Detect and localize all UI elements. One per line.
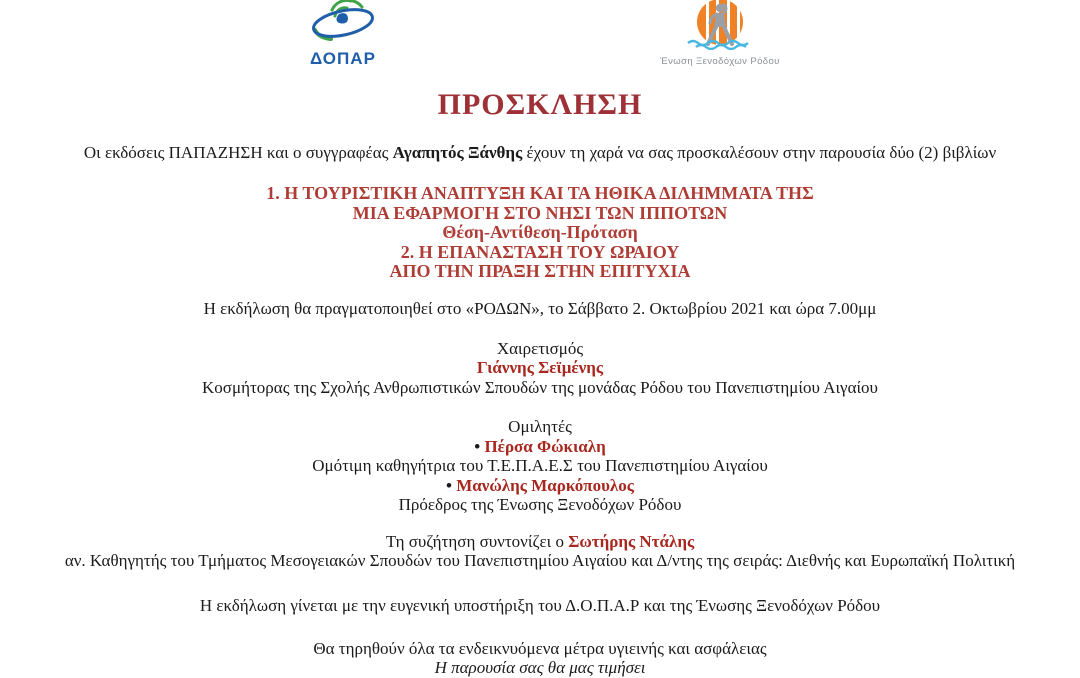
support-line: Η εκδήλωση γίνεται με την ευγενική υποστήριξη του Δ.Ο.Π.Α.Ρ και της Ένωσης Ξενοδόχων Ρόδου [199,595,881,615]
moderator-name: Σωτήρης Ντάλης [568,531,695,551]
speaker-name: Μανώλης Μαρκόπουλος [456,475,634,495]
speaker-item [0,437,1080,457]
dopar-logo [298,0,388,69]
dopar-swirl-icon [301,33,385,50]
honor-line: Η παρουσία σας θα μας τιμήσει [434,658,646,677]
speaker-description: Πρόεδρος της Ένωσης Ξενοδόχων Ρόδου [398,495,682,514]
closing-section [0,639,1080,678]
rhodes-logo-label: Ένωση Ξενοδόχων Ρόδου [660,56,780,67]
book-title-line: 1. Η ΤΟΥΡΙΣΤΙΚΗ ΑΝΑΠΤΥΞΗ ΚΑΙ ΤΑ ΗΘΙΚΑ ΔΙΛΗΜΜΑΤΑ ΤΗΣ [266,183,814,203]
bullet-icon: • [474,436,481,456]
moderator-description: αν. Καθηγητής του Τμήματος Μεσογειακών Σπουδών του Πανεπιστημίου Αιγαίου και Δ/ντης της σειράς: Διεθνής και Ευρωπαϊκή Πολιτική [64,551,1016,570]
greeting-label: Χαιρετισμός [496,338,584,358]
intro-line [0,143,1080,163]
moderator-section [0,532,1080,571]
greeting-speaker-name: Γιάννης Σεϊμένης [476,358,604,377]
author-name: Αγαπητός Ξάνθης [392,143,523,162]
rhodes-hotel-association-logo [645,0,795,67]
event-details-line: Η εκδήλωση θα πραγματοποιηθεί στο «ΡΟΔΩΝ», το Σάββατο 2. Οκτωβρίου 2021 και ώρα 7.00μμ [203,298,877,318]
invitation-body [0,88,1080,678]
page-title: ΠΡΟΣΚΛΗΣΗ [437,88,643,121]
book-title-line: 2. Η ΕΠΑΝΑΣΤΑΣΗ ΤΟΥ ΩΡΑΙΟΥ [400,241,680,262]
header [0,0,1080,66]
greeting-section [0,339,1080,398]
book-title-line: Θέση-Αντίθεση-Πρόταση [442,222,638,242]
health-measures-line: Θα τηρηθούν όλα τα ενδεικνυόμενα μέτρα υγιεινής και ασφάλειας [313,638,767,658]
moderator-pre: Τη συζήτηση συντονίζει ο [385,531,569,551]
intro-post: έχουν τη χαρά να σας προσκαλέσουν στην παρουσία δύο (2) βιβλίων [522,143,997,162]
greeting-speaker-description: Κοσμήτορας της Σχολής Ανθρωπιστικών Σπουδών της μονάδας Ρόδου του Πανεπιστημίου Αιγαίου [202,377,878,397]
speakers-label: Ομιλητές [508,417,572,436]
speaker-description: Ομότιμη καθηγήτρια του Τ.Ε.Π.Α.Ε.Σ του Πανεπιστημίου Αιγαίου [312,456,768,475]
speaker-item [0,476,1080,496]
bullet-icon: • [446,475,452,495]
book-titles [0,184,1080,282]
speakers-section [0,417,1080,515]
moderator-line [0,532,1080,552]
speaker-name: Πέρσα Φώκιαλη [484,436,606,456]
colossus-sun-waves-icon [650,37,790,54]
dopar-logo-label: ΔΟΠΑΡ [310,49,376,68]
book-title-line: ΜΙΑ ΕΦΑΡΜΟΓΗ ΣΤΟ ΝΗΣΙ ΤΩΝ ΙΠΠΟΤΩΝ [352,202,728,223]
intro-pre: Οι εκδόσεις ΠΑΠΑΖΗΣΗ και ο συγγραφέας [83,143,393,162]
book-title-line: ΑΠΟ ΤΗΝ ΠΡΑΞΗ ΣΤΗΝ ΕΠΙΤΥΧΙΑ [389,261,691,281]
